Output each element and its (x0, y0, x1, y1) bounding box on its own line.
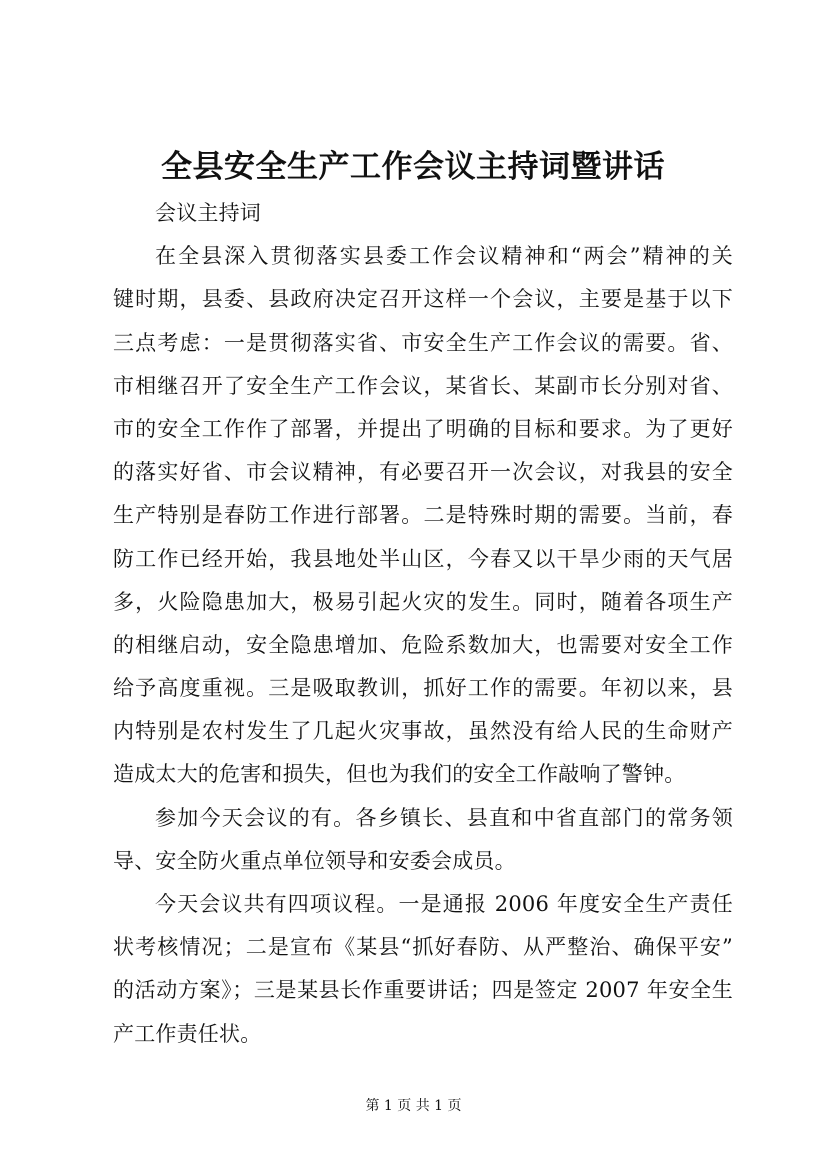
paragraph-1 (113, 235, 733, 796)
paragraph-line: 多，火险隐患加大，极易引起火灾的发生。同时，随着各项生产 (113, 589, 733, 614)
paragraph-line: 键时期，县委、县政府决定召开这样一个会议，主要是基于以下 (113, 287, 733, 312)
paragraph-line: 防工作已经开始，我县地处半山区，今春又以干旱少雨的天气居 (113, 546, 733, 571)
paragraph-line: 参加今天会议的有。各乡镇长、县直和中省直部门的常务领 (155, 805, 733, 830)
page-number-footer: 第 1 页 共 1 页 (365, 1098, 462, 1114)
paragraph-line: 给予高度重视。三是吸取教训，抓好工作的需要。年初以来，县 (113, 676, 733, 701)
paragraph-line: 导、安全防火重点单位领导和安委会成员。 (113, 848, 516, 873)
paragraph-line: 市的安全工作作了部署，并提出了明确的目标和要求。为了更好 (113, 416, 733, 441)
document-title: 全县安全生产工作会议主持词暨讲话 (161, 149, 665, 185)
paragraph-line: 市相继召开了安全生产工作会议，某省长、某副市长分别对省、 (113, 373, 733, 398)
paragraph-line: 的相继启动，安全隐患增加、危险系数加大，也需要对安全工作 (113, 632, 733, 657)
paragraph-line: 造成太大的危害和损失，但也为我们的安全工作敲响了警钟。 (113, 762, 686, 787)
paragraph-line: 状考核情况；二是宣布《某县“抓好春防、从严整治、确保平安” (113, 935, 733, 960)
paragraph-line: 三点考虑：一是贯彻落实省、市安全生产工作会议的需要。省、 (113, 330, 733, 355)
paragraph-line: 今天会议共有四项议程。一是通报 2006 年度安全生产责任 (155, 892, 733, 916)
document-body (113, 192, 733, 1056)
paragraph-2 (113, 797, 733, 883)
paragraph-line: 的活动方案》；三是某县长作重要讲话；四是签定 2007 年安全生 (113, 978, 733, 1003)
paragraph-line: 在全县深入贯彻落实县委工作会议精神和“两会”精神的关 (155, 244, 733, 269)
paragraph-3 (113, 883, 733, 1056)
paragraph-line: 生产特别是春防工作进行部署。二是特殊时期的需要。当前，春 (113, 503, 733, 528)
section-subtitle: 会议主持词 (155, 201, 261, 225)
paragraph-line: 内特别是农村发生了几起火灾事故，虽然没有给人民的生命财产 (113, 719, 733, 744)
paragraph-line: 产工作责任状。 (113, 1021, 262, 1046)
paragraph-line: 的落实好省、市会议精神，有必要召开一次会议，对我县的安全 (113, 460, 733, 485)
